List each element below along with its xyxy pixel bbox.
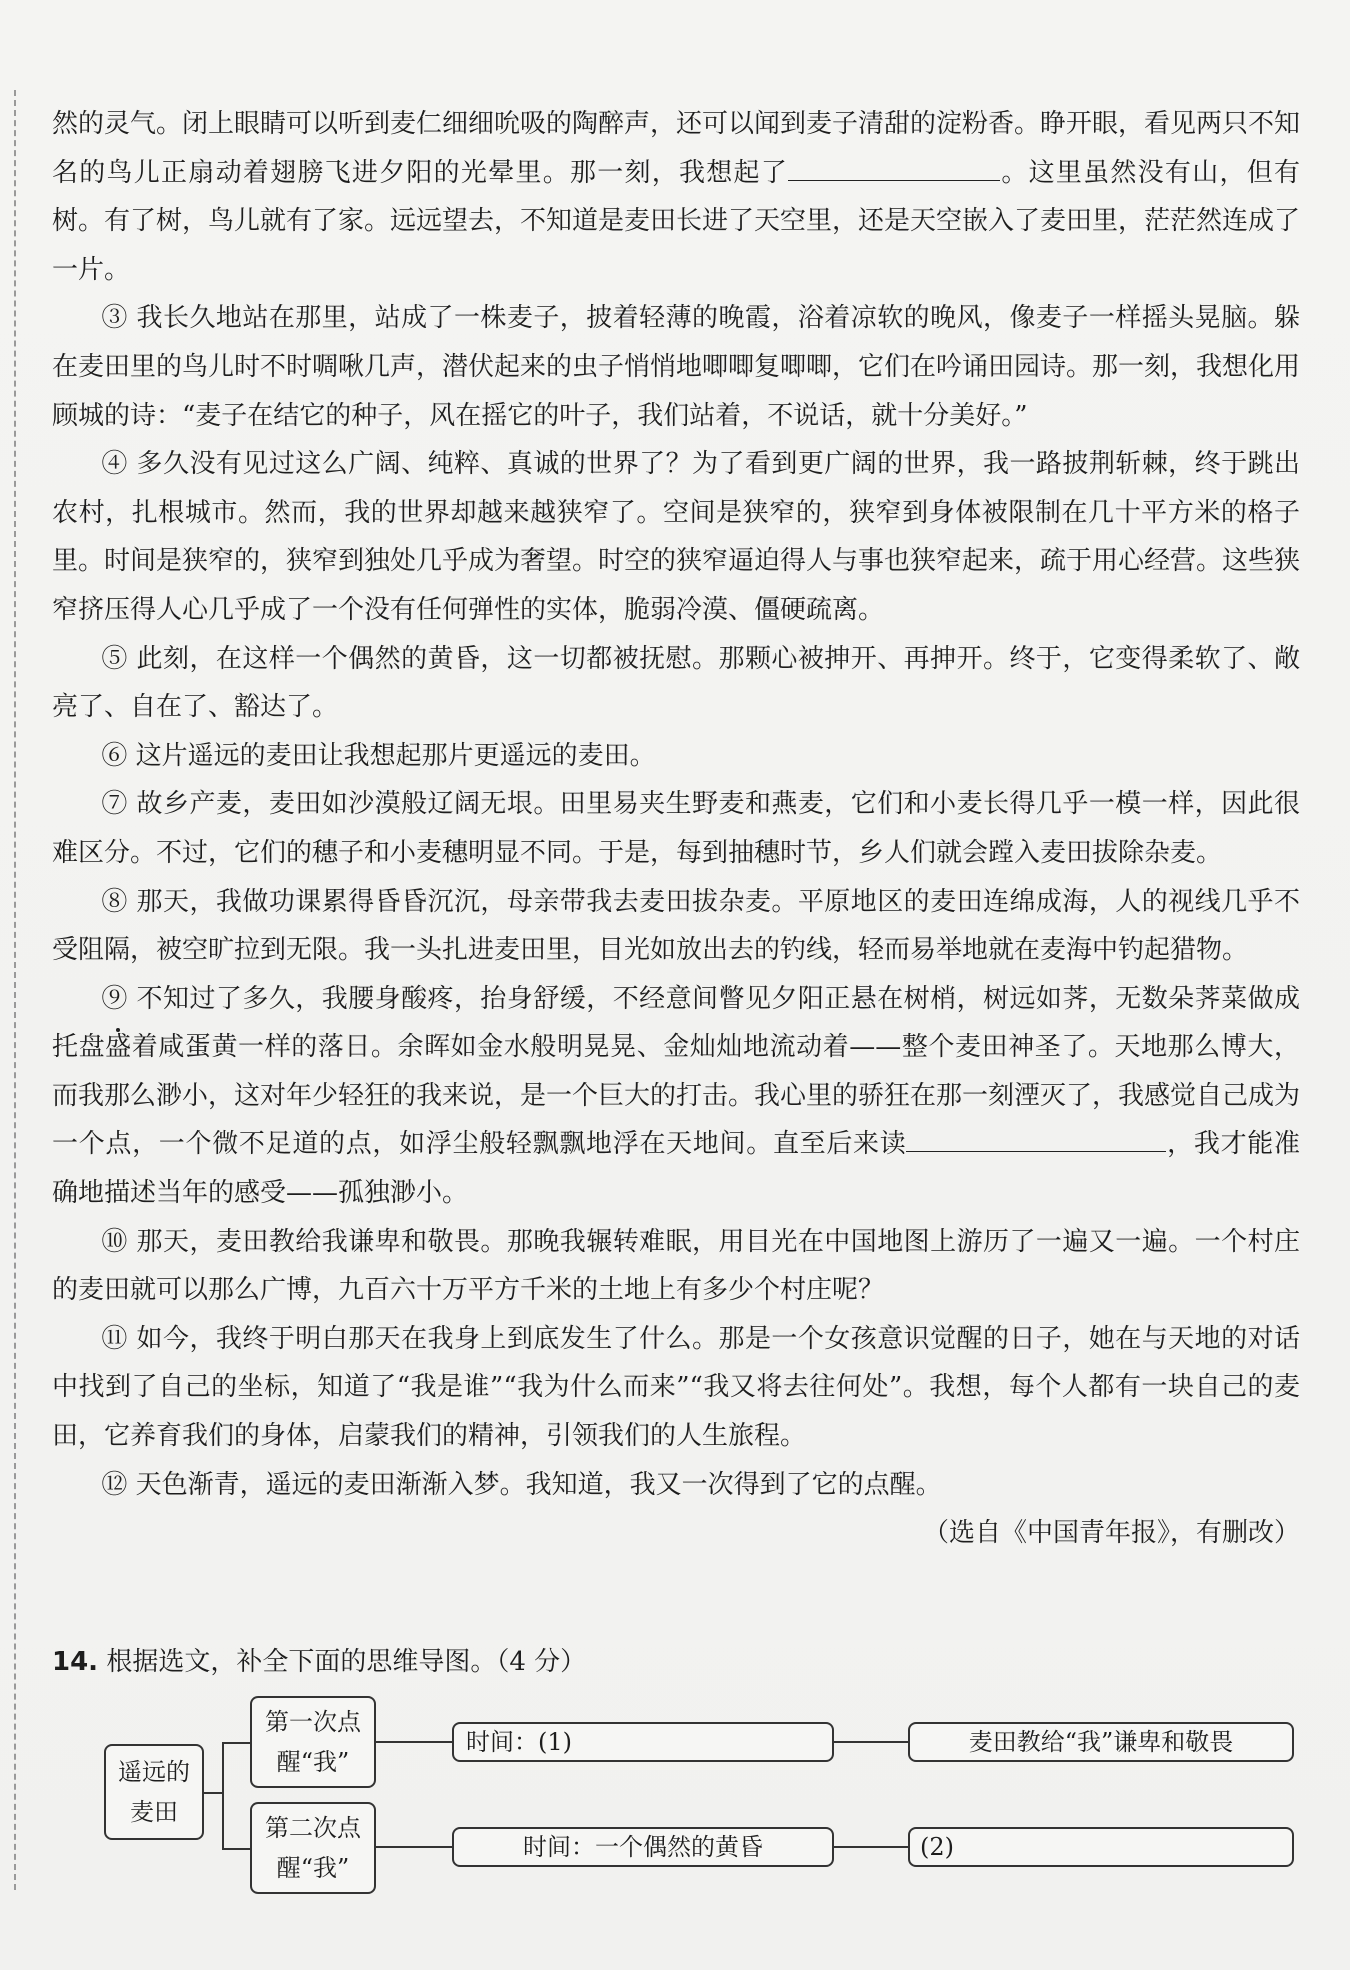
paragraph-5: ⑤ 此刻，在这样一个偶然的黄昏，这一切都被抚慰。那颗心被抻开、再抻开。终于，它变得柔软了、敞亮了、自在了、豁达了。 [52,643,1300,723]
emphasis-dot-char: 盛 [105,1032,132,1063]
paragraph-12: ⑫ 天色渐青，遥远的麦田渐渐入梦。我知道，我又一次得到了它的点醒。 [101,1469,942,1500]
mindmap-second-node [250,1802,376,1894]
question-text: 根据选文，补全下面的思维导图。（4 分） [106,1647,587,1677]
mindmap-second-result-box[interactable] [908,1827,1294,1867]
mindmap-root-box [104,1744,204,1840]
paragraph-10: ⑩ 那天，麦田教给我谦卑和敬畏。那晚我辗转难眠，用目光在中国地图上游历了一遍又一遍。一个村庄的麦田就可以那么广博，九百六十万平方千米的土地上有多少个村庄呢？ [52,1226,1300,1306]
paragraph-9-text-b: 着咸蛋黄一样的落日。余晖如金水般明晃晃、金灿灿地流动着——整个麦田神圣了。天地那么博大，而我那么渺小，这对年少轻狂的我来说，是一个巨大的打击。我心里的骄狂在那一刻湮灭了，我感觉自己成为一个点，一个微不足道的点，如浮尘般轻飘飘地浮在天地间。直至后来读 [52,1032,1301,1160]
paragraph-4: ④ 多久没有见过这么广阔、纯粹、真诚的世界了？为了看到更广阔的世界，我一路披荆斩棘，终于跳出农村，扎根城市。然而，我的世界却越来越狭窄了。空间是狭窄的，狭窄到身体被限制在几十平方米的格子里。时间是狭窄的，狭窄到独处几乎成为奢望。时空的狭窄逼迫得人与事也狭窄起来，疏于用心经营。这些狭窄挤压得人心几乎成了一个没有任何弹性的实体，脆弱冷漠、僵硬疏离。 [52,449,1301,625]
paragraph-9 [52,975,1300,1218]
mindmap-second-result: (2) [920,1833,954,1861]
mindmap-second-time-box [452,1827,834,1867]
connector-to-first [222,1742,250,1744]
paragraph-9-text-c: ，我才能准确地描述当年的感受——孤独渺小。 [52,1129,1300,1209]
paragraph-6: ⑥ 这片遥远的麦田让我想起那片更遥远的麦田。 [101,740,656,771]
mindmap-first-node [250,1696,376,1788]
connector-vertical [222,1742,224,1850]
mindmap-second-time: 时间：一个偶然的黄昏 [523,1833,763,1861]
answer-blank-poem-2[interactable] [906,1121,1166,1152]
question-14 [52,1638,1300,1686]
paragraph-11: ⑪ 如今，我终于明白那天在我身上到底发生了什么。那是一个女孩意识觉醒的日子，她在与天地的对话中找到了自己的坐标，知道了“我是谁”“我为什么而来”“我又将去往何处”。我想，每个人都有一块自己的麦田，它养育我们的身体，启蒙我们的精神，引领我们的人生旅程。 [52,1323,1300,1452]
source-citation: （选自《中国青年报》，有删改） [922,1518,1300,1549]
connector-second-result [834,1846,908,1848]
connector-to-second [222,1848,250,1850]
mindmap-root-label: 遥远的麦田 [118,1758,190,1826]
answer-blank-poem-1[interactable] [788,150,1000,181]
mindmap-second-label: 第二次点醒“我” [265,1814,361,1882]
paragraph-continued-text-a: 然的灵气。闭上眼睛可以听到麦仁细细吮吸的陶醉声，还可以闻到麦子清甜的淀粉香。睁开眼，看见两只不知名的鸟儿正扇动着翅膀飞进夕阳的光晕里。那一刻，我想起了 [52,109,1301,188]
reading-passage [52,100,1300,1557]
mindmap-first-label: 第一次点醒“我” [265,1708,361,1776]
mindmap-first-time: 时间：(1) [466,1728,572,1756]
paragraph-7: ⑦ 故乡产麦，麦田如沙漠般辽阔无垠。田里易夹生野麦和燕麦，它们和小麦长得几乎一模一样，因此很难区分。不过，它们的穗子和小麦穗明显不同。于是，每到抽穗时节，乡人们就会蹚入麦田拔除杂麦。 [52,789,1300,868]
question-number: 14. [52,1647,99,1677]
mindmap-first-result: 麦田教给“我”谦卑和敬畏 [968,1728,1234,1756]
paragraph-9-text-a: ⑨ 不知过了多久，我腰身酸疼，抬身舒缓，不经意间瞥见夕阳正悬在树梢，树远如荠，无数朵荠菜做成托盘 [52,983,1300,1063]
paragraph-8: ⑧ 那天，我做功课累得昏昏沉沉，母亲带我去麦田拔杂麦。平原地区的麦田连绵成海，人的视线几乎不受阻隔，被空旷拉到无限。我一头扎进麦田里，目光如放出去的钓线，轻而易举地就在麦海中钓起猎物。 [52,886,1300,966]
mindmap-first-result-box [908,1722,1294,1762]
connector-first-result [834,1741,908,1743]
connector-first-time [376,1741,452,1743]
connector-root [204,1792,224,1794]
paragraph-continued [52,100,1300,294]
paragraph-3: ③ 我长久地站在那里，站成了一株麦子，披着轻薄的晚霞，浴着凉软的晚风，像麦子一样摇头晃脑。躲在麦田里的鸟儿时不时啁啾几声，潜伏起来的虫子悄悄地唧唧复唧唧，它们在吟诵田园诗。那一刻，我想化用顾城的诗：“麦子在结它的种子，风在摇它的叶子，我们站着，不说话，就十分美好。” [52,303,1301,431]
paragraph-continued-text-b: 。这里虽然没有山，但有树。有了树，鸟儿就有了家。远远望去，不知道是麦田长进了天空里，还是天空嵌入了麦田里，茫茫然连成了一片。 [52,157,1301,285]
connector-second-time [376,1846,452,1848]
mindmap-first-time-box[interactable] [452,1722,834,1762]
binding-dashed-line [14,90,16,1890]
